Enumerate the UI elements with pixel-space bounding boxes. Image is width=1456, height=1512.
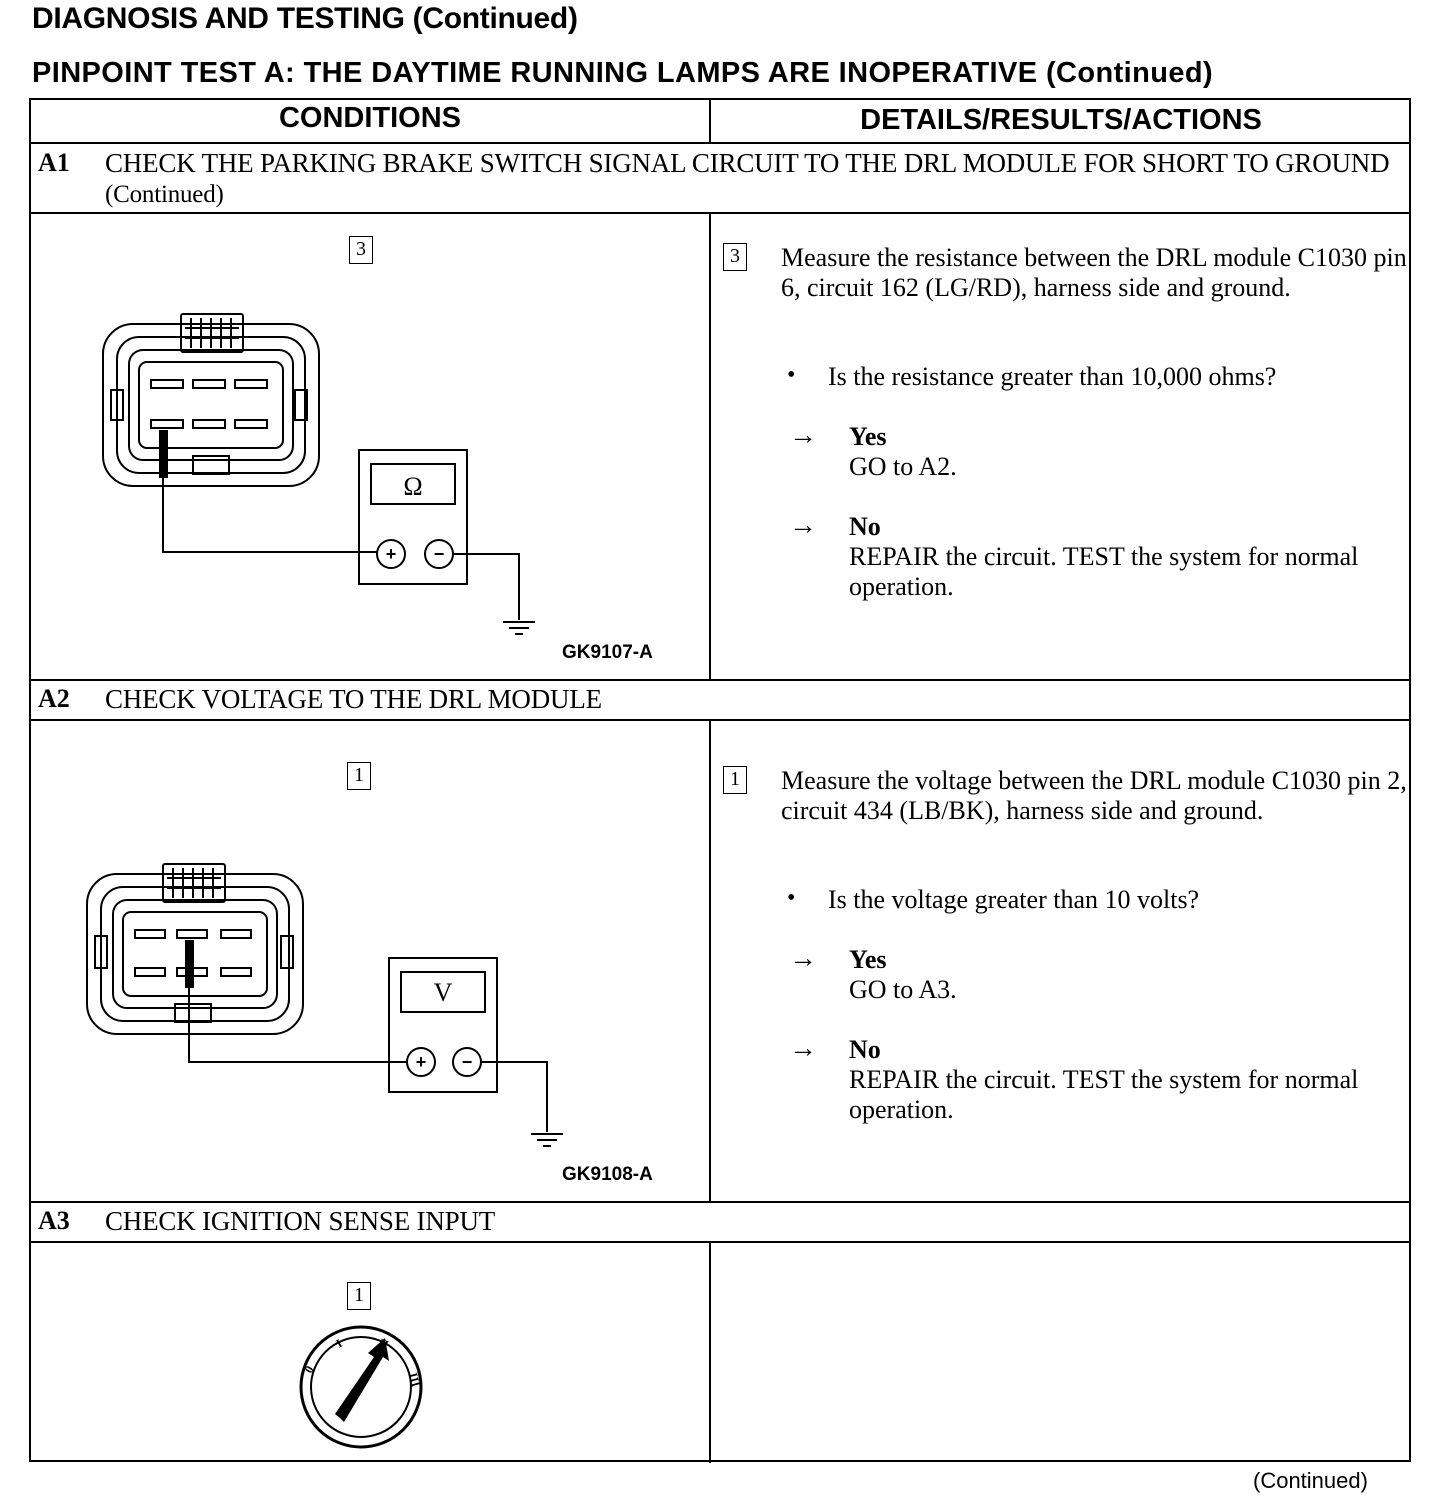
- a1-question: Is the resistance greater than 10,000 ohms?: [828, 362, 1277, 391]
- svg-text:+: +: [385, 544, 397, 564]
- pinpoint-test-table: [29, 98, 1411, 1462]
- a2-yes-action: GO to A3.: [849, 975, 957, 1004]
- step-a2-id: A2: [38, 684, 70, 713]
- a1-figure-code: GK9107-A: [562, 642, 653, 663]
- a1-no-label: No: [849, 512, 881, 541]
- step-a3-title: CHECK IGNITION SENSE INPUT: [105, 1206, 496, 1236]
- a2-no-label: No: [849, 1035, 881, 1064]
- ohm-symbol: Ω: [403, 472, 423, 501]
- a1-no-arrow: →: [789, 510, 817, 541]
- a1-question-bullet: •: [787, 362, 796, 388]
- a1-instruction: Measure the resistance between the DRL module C1030 pin 6, circuit 162 (LG/RD), harness side and ground.: [781, 243, 1407, 302]
- svg-text:−: −: [433, 544, 445, 564]
- ignition-key-pointer: [335, 1335, 391, 1422]
- a2-question: Is the voltage greater than 10 volts?: [828, 885, 1200, 914]
- svg-text:+: +: [415, 1052, 427, 1072]
- a2-instruction: Measure the voltage between the DRL module C1030 pin 2, circuit 434 (LB/BK), harness side and ground.: [781, 766, 1407, 825]
- a1-yes-action: GO to A2.: [849, 452, 957, 481]
- a2-yes-arrow: →: [789, 943, 817, 974]
- step-a1-title-text: CHECK THE PARKING BRAKE SWITCH SIGNAL CIRCUIT TO THE DRL MODULE FOR SHORT TO GROUND: [105, 148, 1390, 178]
- ignition-mark-accessory: I: [333, 1336, 345, 1351]
- a2-no-arrow: →: [789, 1033, 817, 1064]
- pinpoint-test-title: PINPOINT TEST A: THE DAYTIME RUNNING LAMPS ARE INOPERATIVE (Continued): [32, 57, 1214, 89]
- a1-no-action: REPAIR the circuit. TEST the system for normal operation.: [849, 542, 1359, 601]
- step-a1-id: A1: [38, 148, 70, 177]
- volt-symbol: V: [433, 978, 453, 1007]
- ignition-mark-run: II: [376, 1335, 391, 1353]
- document-title: DIAGNOSIS AND TESTING (Continued): [32, 2, 578, 35]
- a2-question-bullet: •: [787, 885, 796, 911]
- a1-detail-step-number: 3: [723, 243, 747, 271]
- ignition-mark-start: III: [406, 1371, 424, 1389]
- details-column-header: DETAILS/RESULTS/ACTIONS: [860, 104, 1262, 136]
- step-a1-title-suffix: (Continued): [105, 181, 224, 208]
- a2-yes-label: Yes: [849, 945, 887, 974]
- a1-yes-arrow: →: [789, 420, 817, 451]
- step-a2-title: CHECK VOLTAGE TO THE DRL MODULE: [105, 684, 602, 714]
- continued-note: (Continued): [1253, 1468, 1368, 1493]
- conditions-column-header: CONDITIONS: [278, 102, 462, 134]
- a2-figure-step-number: 1: [347, 762, 371, 790]
- a1-figure-step-number: 3: [349, 236, 373, 264]
- ignition-mark-off: 0: [301, 1363, 317, 1376]
- a3-ignition-switch-diagram: [31, 100, 711, 1460]
- a3-figure-step-number: 1: [347, 1282, 371, 1310]
- a2-figure-code: GK9108-A: [562, 1164, 653, 1185]
- a2-detail-step-number: 1: [723, 766, 747, 794]
- a1-yes-label: Yes: [849, 422, 887, 451]
- svg-text:−: −: [461, 1052, 473, 1072]
- a2-no-action: REPAIR the circuit. TEST the system for normal operation.: [849, 1065, 1359, 1124]
- step-a3-id: A3: [38, 1206, 70, 1235]
